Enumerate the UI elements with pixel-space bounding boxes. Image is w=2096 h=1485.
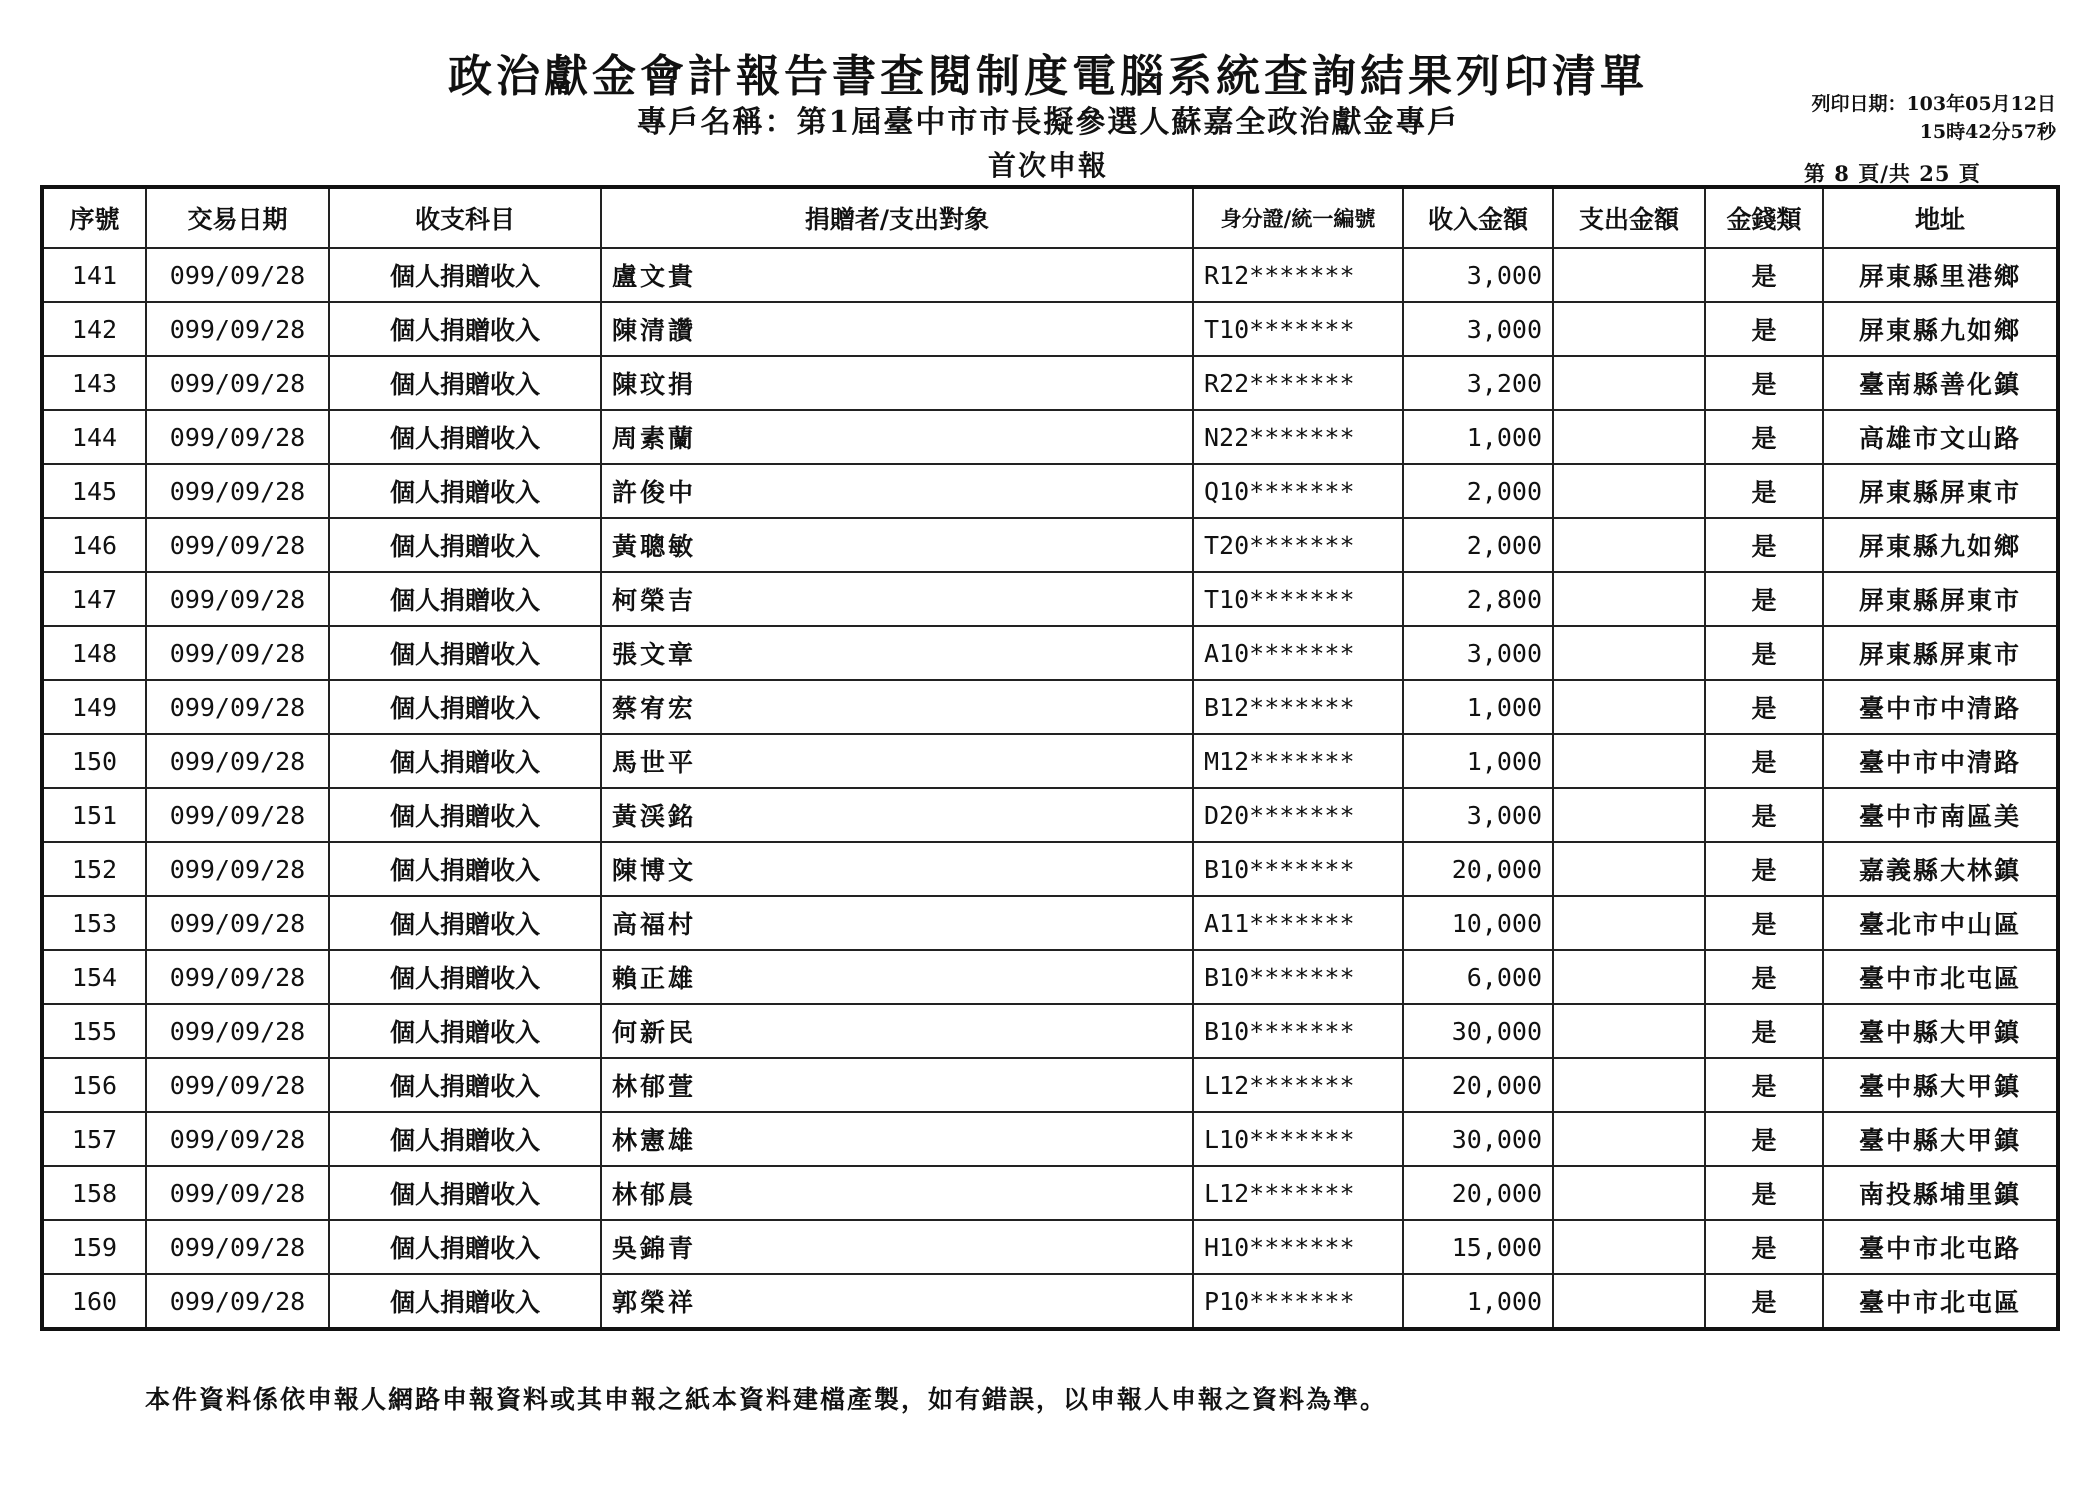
- cell-id: L12*******: [1193, 1058, 1403, 1112]
- cell-donor: 林郁萱: [601, 1058, 1193, 1112]
- cell-id: A10*******: [1193, 626, 1403, 680]
- cell-money: 是: [1705, 1274, 1823, 1329]
- cell-money: 是: [1705, 1220, 1823, 1274]
- cell-address: 臺中縣大甲鎮: [1823, 1004, 2058, 1058]
- page-indicator: 第 8 頁/共 25 頁: [1804, 161, 1981, 186]
- cell-money: 是: [1705, 1166, 1823, 1220]
- cell-date: 099/09/28: [146, 302, 329, 356]
- report-type: 首次申報: [987, 149, 1108, 182]
- cell-expense: [1553, 1112, 1705, 1166]
- cell-money: 是: [1705, 464, 1823, 518]
- cell-donor: 馬世平: [601, 734, 1193, 788]
- table-row: [42, 248, 2058, 302]
- cell-date: 099/09/28: [146, 842, 329, 896]
- cell-seq: 160: [42, 1274, 146, 1329]
- column-header-income: 收入金額: [1403, 187, 1553, 248]
- cell-category: 個人捐贈收入: [329, 1166, 601, 1220]
- cell-donor: 柯榮吉: [601, 572, 1193, 626]
- cell-seq: 159: [42, 1220, 146, 1274]
- cell-income: 2,000: [1403, 518, 1553, 572]
- cell-category: 個人捐贈收入: [329, 1058, 601, 1112]
- table-row: [42, 950, 2058, 1004]
- cell-seq: 153: [42, 896, 146, 950]
- cell-donor: 盧文貴: [601, 248, 1193, 302]
- cell-money: 是: [1705, 626, 1823, 680]
- records-table: [40, 185, 2060, 1331]
- table-row: [42, 1166, 2058, 1220]
- cell-expense: [1553, 788, 1705, 842]
- cell-donor: 陳玟捐: [601, 356, 1193, 410]
- table-row: [42, 518, 2058, 572]
- cell-income: 20,000: [1403, 1058, 1553, 1112]
- table-row: [42, 842, 2058, 896]
- cell-income: 3,200: [1403, 356, 1553, 410]
- cell-seq: 151: [42, 788, 146, 842]
- cell-category: 個人捐贈收入: [329, 1274, 601, 1329]
- cell-income: 20,000: [1403, 1166, 1553, 1220]
- cell-money: 是: [1705, 518, 1823, 572]
- cell-date: 099/09/28: [146, 1166, 329, 1220]
- cell-seq: 147: [42, 572, 146, 626]
- cell-money: 是: [1705, 302, 1823, 356]
- cell-donor: 許俊中: [601, 464, 1193, 518]
- cell-date: 099/09/28: [146, 950, 329, 1004]
- cell-income: 3,000: [1403, 788, 1553, 842]
- cell-seq: 144: [42, 410, 146, 464]
- cell-address: 臺中市中清路: [1823, 680, 2058, 734]
- cell-category: 個人捐贈收入: [329, 302, 601, 356]
- table-row: [42, 1058, 2058, 1112]
- cell-address: 臺中縣大甲鎮: [1823, 1112, 2058, 1166]
- cell-donor: 周素蘭: [601, 410, 1193, 464]
- account-name: 第1屆臺中市市長擬參選人蘇嘉全政治獻金專戶: [796, 105, 1460, 140]
- cell-seq: 154: [42, 950, 146, 1004]
- cell-seq: 158: [42, 1166, 146, 1220]
- column-header-address: 地址: [1823, 187, 2058, 248]
- table-row: [42, 626, 2058, 680]
- cell-address: 嘉義縣大林鎮: [1823, 842, 2058, 896]
- cell-category: 個人捐贈收入: [329, 734, 601, 788]
- cell-money: 是: [1705, 1004, 1823, 1058]
- column-header-seq: 序號: [42, 187, 146, 248]
- cell-expense: [1553, 734, 1705, 788]
- cell-date: 099/09/28: [146, 410, 329, 464]
- cell-money: 是: [1705, 950, 1823, 1004]
- cell-expense: [1553, 464, 1705, 518]
- cell-id: B12*******: [1193, 680, 1403, 734]
- cell-id: L12*******: [1193, 1166, 1403, 1220]
- cell-address: 屏東縣屏東市: [1823, 572, 2058, 626]
- cell-date: 099/09/28: [146, 896, 329, 950]
- cell-id: P10*******: [1193, 1274, 1403, 1329]
- table-row: [42, 734, 2058, 788]
- cell-seq: 146: [42, 518, 146, 572]
- cell-seq: 157: [42, 1112, 146, 1166]
- cell-seq: 149: [42, 680, 146, 734]
- cell-money: 是: [1705, 410, 1823, 464]
- table-row: [42, 680, 2058, 734]
- cell-donor: 賴正雄: [601, 950, 1193, 1004]
- print-date-line: [1811, 90, 2056, 118]
- table-row: [42, 1220, 2058, 1274]
- cell-category: 個人捐贈收入: [329, 248, 601, 302]
- cell-date: 099/09/28: [146, 680, 329, 734]
- cell-address: 臺南縣善化鎮: [1823, 356, 2058, 410]
- cell-seq: 155: [42, 1004, 146, 1058]
- cell-category: 個人捐贈收入: [329, 572, 601, 626]
- cell-expense: [1553, 518, 1705, 572]
- cell-address: 屏東縣九如鄉: [1823, 518, 2058, 572]
- footer-note: 本件資料係依申報人網路申報資料或其申報之紙本資料建檔產製，如有錯誤，以申報人申報之資料為準。: [145, 1385, 1388, 1414]
- table-row: [42, 302, 2058, 356]
- cell-date: 099/09/28: [146, 356, 329, 410]
- cell-id: B10*******: [1193, 1004, 1403, 1058]
- cell-expense: [1553, 842, 1705, 896]
- cell-money: 是: [1705, 680, 1823, 734]
- cell-date: 099/09/28: [146, 572, 329, 626]
- cell-donor: 林郁晨: [601, 1166, 1193, 1220]
- cell-address: 臺中市南區美: [1823, 788, 2058, 842]
- cell-expense: [1553, 1058, 1705, 1112]
- cell-category: 個人捐贈收入: [329, 1004, 601, 1058]
- cell-expense: [1553, 572, 1705, 626]
- print-date-block: [1811, 90, 2056, 146]
- cell-income: 1,000: [1403, 734, 1553, 788]
- table-row: [42, 410, 2058, 464]
- cell-income: 1,000: [1403, 1274, 1553, 1329]
- cell-income: 1,000: [1403, 410, 1553, 464]
- cell-seq: 156: [42, 1058, 146, 1112]
- account-name-line: [0, 97, 2096, 141]
- cell-id: T10*******: [1193, 302, 1403, 356]
- cell-category: 個人捐贈收入: [329, 410, 601, 464]
- cell-address: 臺北市中山區: [1823, 896, 2058, 950]
- cell-category: 個人捐贈收入: [329, 788, 601, 842]
- cell-income: 2,000: [1403, 464, 1553, 518]
- cell-address: 屏東縣九如鄉: [1823, 302, 2058, 356]
- cell-id: N22*******: [1193, 410, 1403, 464]
- document-title: 政治獻金會計報告書查閱制度電腦系統查詢結果列印清單: [448, 51, 1648, 102]
- cell-income: 3,000: [1403, 248, 1553, 302]
- cell-expense: [1553, 356, 1705, 410]
- cell-money: 是: [1705, 896, 1823, 950]
- cell-donor: 張文章: [601, 626, 1193, 680]
- cell-income: 1,000: [1403, 680, 1553, 734]
- cell-date: 099/09/28: [146, 1112, 329, 1166]
- table-row: [42, 572, 2058, 626]
- cell-id: Q10*******: [1193, 464, 1403, 518]
- cell-expense: [1553, 410, 1705, 464]
- cell-id: A11*******: [1193, 896, 1403, 950]
- cell-date: 099/09/28: [146, 464, 329, 518]
- cell-expense: [1553, 626, 1705, 680]
- cell-address: 臺中市北屯區: [1823, 950, 2058, 1004]
- cell-address: 屏東縣屏東市: [1823, 626, 2058, 680]
- cell-seq: 150: [42, 734, 146, 788]
- cell-category: 個人捐贈收入: [329, 626, 601, 680]
- cell-address: 屏東縣屏東市: [1823, 464, 2058, 518]
- cell-donor: 郭榮祥: [601, 1274, 1193, 1329]
- cell-date: 099/09/28: [146, 1274, 329, 1329]
- cell-address: 南投縣埔里鎮: [1823, 1166, 2058, 1220]
- cell-address: 臺中市北屯路: [1823, 1220, 2058, 1274]
- cell-donor: 陳博文: [601, 842, 1193, 896]
- cell-expense: [1553, 1004, 1705, 1058]
- cell-money: 是: [1705, 842, 1823, 896]
- cell-category: 個人捐贈收入: [329, 950, 601, 1004]
- cell-date: 099/09/28: [146, 626, 329, 680]
- cell-income: 20,000: [1403, 842, 1553, 896]
- cell-donor: 陳清讚: [601, 302, 1193, 356]
- cell-id: M12*******: [1193, 734, 1403, 788]
- cell-category: 個人捐贈收入: [329, 842, 601, 896]
- cell-category: 個人捐贈收入: [329, 464, 601, 518]
- cell-category: 個人捐贈收入: [329, 518, 601, 572]
- print-date-label: 列印日期：: [1811, 93, 1907, 115]
- cell-income: 10,000: [1403, 896, 1553, 950]
- table-row: [42, 1004, 2058, 1058]
- cell-id: T10*******: [1193, 572, 1403, 626]
- cell-expense: [1553, 302, 1705, 356]
- cell-date: 099/09/28: [146, 734, 329, 788]
- cell-money: 是: [1705, 572, 1823, 626]
- table-row: [42, 464, 2058, 518]
- cell-money: 是: [1705, 1058, 1823, 1112]
- cell-income: 3,000: [1403, 302, 1553, 356]
- table-row: [42, 1274, 2058, 1329]
- table-row: [42, 788, 2058, 842]
- cell-id: H10*******: [1193, 1220, 1403, 1274]
- cell-seq: 141: [42, 248, 146, 302]
- cell-seq: 143: [42, 356, 146, 410]
- print-time: 15時42分57秒: [1919, 121, 2056, 143]
- cell-id: D20*******: [1193, 788, 1403, 842]
- cell-money: 是: [1705, 734, 1823, 788]
- table-row: [42, 896, 2058, 950]
- cell-money: 是: [1705, 248, 1823, 302]
- cell-id: R22*******: [1193, 356, 1403, 410]
- cell-category: 個人捐贈收入: [329, 680, 601, 734]
- cell-expense: [1553, 950, 1705, 1004]
- cell-seq: 148: [42, 626, 146, 680]
- cell-category: 個人捐贈收入: [329, 1112, 601, 1166]
- cell-expense: [1553, 680, 1705, 734]
- column-header-date: 交易日期: [146, 187, 329, 248]
- cell-expense: [1553, 896, 1705, 950]
- column-header-donor: 捐贈者/支出對象: [601, 187, 1193, 248]
- cell-expense: [1553, 248, 1705, 302]
- cell-money: 是: [1705, 1112, 1823, 1166]
- cell-donor: 何新民: [601, 1004, 1193, 1058]
- cell-income: 6,000: [1403, 950, 1553, 1004]
- column-header-id: 身分證/統一編號: [1193, 187, 1403, 248]
- cell-address: 臺中縣大甲鎮: [1823, 1058, 2058, 1112]
- cell-seq: 142: [42, 302, 146, 356]
- cell-donor: 黃渓銘: [601, 788, 1193, 842]
- cell-address: 臺中市北屯區: [1823, 1274, 2058, 1329]
- cell-income: 30,000: [1403, 1004, 1553, 1058]
- cell-category: 個人捐贈收入: [329, 896, 601, 950]
- cell-id: R12*******: [1193, 248, 1403, 302]
- cell-date: 099/09/28: [146, 248, 329, 302]
- cell-expense: [1553, 1166, 1705, 1220]
- cell-expense: [1553, 1220, 1705, 1274]
- table-row: [42, 356, 2058, 410]
- cell-expense: [1553, 1274, 1705, 1329]
- cell-donor: 蔡宥宏: [601, 680, 1193, 734]
- cell-money: 是: [1705, 788, 1823, 842]
- cell-category: 個人捐贈收入: [329, 356, 601, 410]
- cell-id: T20*******: [1193, 518, 1403, 572]
- cell-money: 是: [1705, 356, 1823, 410]
- cell-income: 2,800: [1403, 572, 1553, 626]
- print-date: 103年05月12日: [1906, 93, 2056, 115]
- cell-date: 099/09/28: [146, 1058, 329, 1112]
- cell-date: 099/09/28: [146, 1220, 329, 1274]
- table-row: [42, 1112, 2058, 1166]
- cell-seq: 145: [42, 464, 146, 518]
- table-header-row: [42, 187, 2058, 248]
- cell-income: 30,000: [1403, 1112, 1553, 1166]
- cell-donor: 林憲雄: [601, 1112, 1193, 1166]
- cell-id: B10*******: [1193, 842, 1403, 896]
- cell-donor: 黃聰敏: [601, 518, 1193, 572]
- cell-address: 屏東縣里港鄉: [1823, 248, 2058, 302]
- column-header-money: 金錢類: [1705, 187, 1823, 248]
- cell-seq: 152: [42, 842, 146, 896]
- cell-category: 個人捐贈收入: [329, 1220, 601, 1274]
- account-label: 專戶名稱：: [636, 105, 797, 140]
- column-header-expense: 支出金額: [1553, 187, 1705, 248]
- cell-donor: 吳錦青: [601, 1220, 1193, 1274]
- cell-id: B10*******: [1193, 950, 1403, 1004]
- cell-address: 高雄市文山路: [1823, 410, 2058, 464]
- column-header-category: 收支科目: [329, 187, 601, 248]
- cell-date: 099/09/28: [146, 1004, 329, 1058]
- cell-income: 15,000: [1403, 1220, 1553, 1274]
- cell-date: 099/09/28: [146, 518, 329, 572]
- cell-date: 099/09/28: [146, 788, 329, 842]
- cell-address: 臺中市中清路: [1823, 734, 2058, 788]
- cell-donor: 高福村: [601, 896, 1193, 950]
- cell-income: 3,000: [1403, 626, 1553, 680]
- cell-id: L10*******: [1193, 1112, 1403, 1166]
